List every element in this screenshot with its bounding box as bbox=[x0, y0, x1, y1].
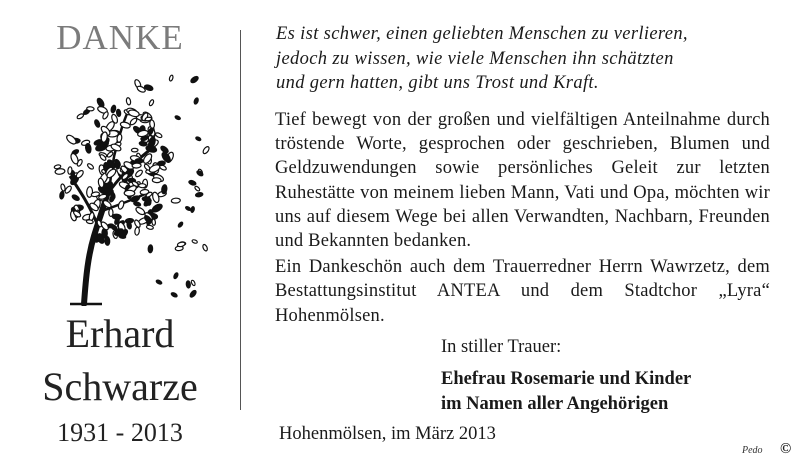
tree-with-falling-leaves-icon bbox=[40, 66, 220, 306]
copyright-symbol: © bbox=[780, 441, 792, 457]
life-dates: 1931 - 2013 bbox=[57, 418, 183, 447]
deceased-last-name: Schwarze bbox=[42, 364, 198, 409]
quote-line: und gern hatten, gibt uns Trost und Kraft. bbox=[276, 73, 599, 93]
left-column bbox=[0, 0, 240, 467]
deceased-first-name: Erhard bbox=[65, 311, 175, 356]
mourning-line: In stiller Trauer: bbox=[441, 337, 562, 357]
acknowledgement-paragraph: Ein Dankeschön auch dem Trauerredner Herrn Wawrzetz, dem Bestattungsinstitut ANTEA und dem Stadtchor „Lyra“ Hohenmölsen. bbox=[275, 257, 770, 326]
designer-signature: Pedo bbox=[742, 445, 763, 456]
vertical-divider bbox=[240, 30, 241, 410]
quote-line: Es ist schwer, einen geliebten Menschen zu verlieren, bbox=[276, 24, 688, 44]
thank-you-paragraph: Tief bewegt von der großen und vielfältigen Anteilnahme durch tröstende Worte, gesprochen oder geschrieben, Blumen und Geldzuwendungen sowie persönliches Geleit zur letzten Ruhestätte von meinem lieben Mann, Vati und Opa, möchten wir uns auf diesem Wege bei allen Verwandten, Nachbarn, Freunden und Bekannten bedanken. bbox=[275, 110, 770, 252]
quote-line: jedoch zu wissen, wie viele Menschen ihn schätzten bbox=[276, 48, 674, 69]
quote-block bbox=[276, 22, 756, 96]
thank-you-text bbox=[275, 108, 770, 328]
family-signature bbox=[441, 367, 691, 416]
family-line: Ehefrau Rosemarie und Kinder bbox=[441, 369, 692, 389]
place-date: Hohenmölsen, im März 2013 bbox=[279, 424, 496, 444]
family-line: im Namen aller Angehörigen bbox=[441, 393, 669, 414]
danke-heading: DANKE bbox=[56, 18, 184, 57]
